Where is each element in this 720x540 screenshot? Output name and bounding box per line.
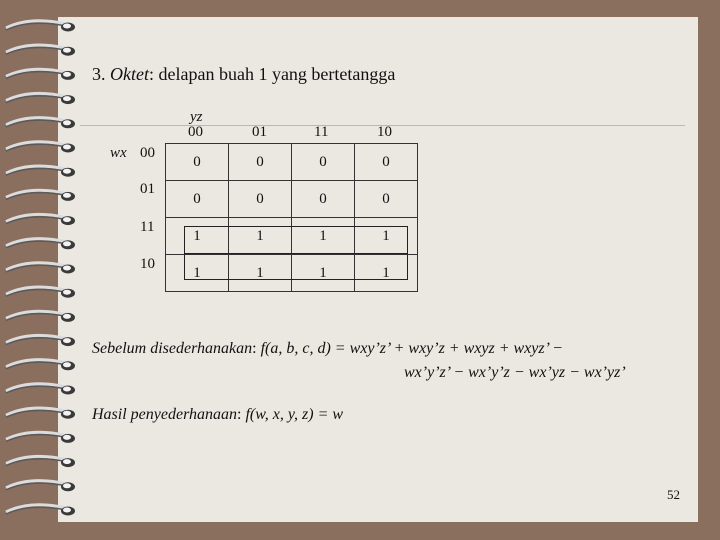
kmap-cell: 0 [292, 144, 355, 181]
kmap-cell: 1 [229, 255, 292, 292]
heading-term: Oktet [110, 64, 149, 84]
kmap-cell: 1 [166, 218, 229, 255]
kmap-row-header: 00 [140, 145, 155, 161]
kmap-cell: 0 [292, 181, 355, 218]
before-expression-continuation [404, 364, 626, 382]
kmap-cell: 1 [292, 218, 355, 255]
kmap-col-header: 10 [377, 124, 392, 140]
before-simplification-line [92, 340, 563, 358]
kmap-column-variable: yz [190, 109, 203, 125]
page-number: 52 [667, 487, 680, 502]
before-colon: : [252, 340, 261, 357]
before-expression-2: wx’y’z’ − wx’y’z − wx’yz − wx’yz’ [404, 364, 626, 381]
before-label: Sebelum disederhanakan [92, 340, 253, 357]
kmap-cell: 0 [166, 144, 229, 181]
kmap-cell: 0 [229, 144, 292, 181]
slide-heading [92, 64, 395, 85]
after-label: Hasil penyederhanaan [92, 406, 238, 423]
kmap-row [166, 144, 418, 181]
heading-description: : delapan buah 1 yang bertetangga [148, 64, 396, 84]
heading-number: 3. [92, 64, 106, 84]
spiral-binding-icon [0, 0, 90, 540]
before-expression-1: f(a, b, c, d) = wxy’z’ + wxy’z + wxyz + wxyz’ − [260, 340, 563, 357]
kmap-col-header: 01 [252, 124, 267, 140]
kmap-row-header: 01 [140, 181, 155, 197]
kmap-col-header: 00 [188, 124, 203, 140]
kmap-row-header: 10 [140, 256, 155, 272]
kmap-cell: 0 [355, 144, 418, 181]
kmap-cell: 0 [355, 181, 418, 218]
kmap-row [166, 181, 418, 218]
simplification-result-line [92, 406, 343, 424]
kmap-cell: 1 [229, 218, 292, 255]
kmap-col-header: 11 [314, 124, 329, 140]
kmap-cell: 1 [166, 255, 229, 292]
kmap-cell: 0 [229, 181, 292, 218]
kmap-row-variable: wx [110, 145, 127, 161]
octet-grouping-box [184, 226, 408, 280]
after-colon: : [237, 406, 246, 423]
kmap-cell: 0 [166, 181, 229, 218]
after-expression: f(w, x, y, z) = w [245, 406, 344, 423]
kmap-cell: 1 [292, 255, 355, 292]
kmap-row-header: 11 [140, 219, 155, 235]
kmap-cell: 1 [355, 218, 418, 255]
kmap-cell: 1 [355, 255, 418, 292]
